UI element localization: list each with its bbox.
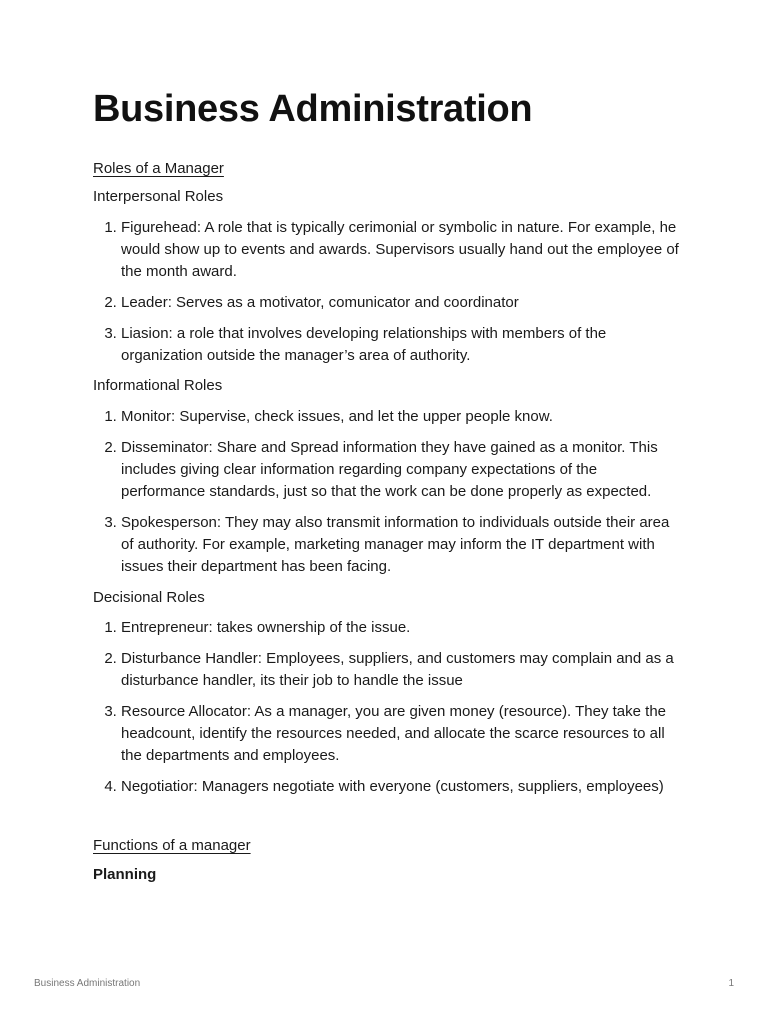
decisional-roles-label: Decisional Roles [93, 589, 205, 606]
list-item: 3. Spokesperson: They may also transmit information to individuals outside their area of authority. For example, marketing manager may inform the IT department with issues their department has been facing. [121, 512, 683, 578]
page-title: Business Administration [93, 88, 533, 130]
footer-page-number: 1 [728, 978, 734, 989]
list-item: 2. Disseminator: Share and Spread information they have gained as a monitor. This includes giving clear information regarding company expectations of the performance standards, just so that the work can be done properly as expected. [121, 437, 683, 503]
informational-roles-list [93, 406, 683, 578]
list-item: 2. Leader: Serves as a motivator, comunicator and coordinator [121, 292, 683, 314]
roles-heading-row [93, 159, 683, 179]
functions-of-manager-heading: Functions of a manager [93, 837, 251, 854]
list-item: 3. Liasion: a role that involves developing relationships with members of the organization outside the manager’s area of authority. [121, 323, 683, 367]
page-content [93, 86, 683, 885]
footer-doc-name: Business Administration [34, 978, 141, 989]
functions-heading-row [93, 836, 683, 856]
list-item: 1. Monitor: Supervise, check issues, and let the upper people know. [121, 406, 683, 428]
list-item: 2. Disturbance Handler: Employees, suppliers, and customers may complain and as a disturbance handler, its their job to handle the issue [121, 648, 683, 692]
interpersonal-roles-list [93, 217, 683, 367]
informational-roles-label: Informational Roles [93, 377, 223, 394]
list-item: 1. Figurehead: A role that is typically cerimonial or symbolic in nature. For example, he would show up to events and awards. Supervisors usually hand out the employee of the month award. [121, 217, 683, 283]
list-item: 3. Resource Allocator: As a manager, you are given money (resource). They take the headcount, identify the resources needed, and allocate the scarce resources to all the departments and employees. [121, 701, 683, 767]
list-item: 4. Negotiatior: Managers negotiate with everyone (customers, suppliers, employees) [121, 776, 683, 798]
planning-heading: Planning [93, 866, 157, 883]
list-item: 1. Entrepreneur: takes ownership of the issue. [121, 617, 683, 639]
roles-of-manager-heading: Roles of a Manager [93, 160, 224, 177]
decisional-roles-list [93, 617, 683, 798]
interpersonal-roles-label: Interpersonal Roles [93, 188, 224, 205]
